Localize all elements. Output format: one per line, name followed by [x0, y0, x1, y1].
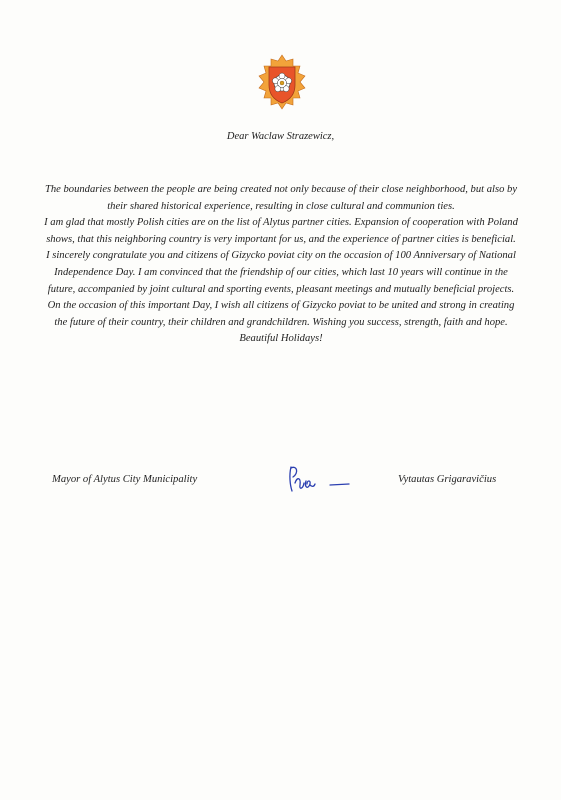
signatory-name: Vytautas Grigaravičius: [398, 474, 497, 485]
salutation: Dear Waclaw Strazewicz,: [226, 131, 335, 142]
signatory-title: Mayor of Alytus City Municipality: [52, 474, 198, 485]
letter-paragraph: I sincerely congratulate you and citizens of Gizycko poviat city on the occasion of 100 Anniversary of National Independence Day. I am convinced that the friendship of our cities, which last 10 years will continue in the future, accompanied by joint cultural and sporting events, pleasant meetings and mutually beneficial projects.: [46, 250, 516, 295]
letter-paragraph: On the occasion of this important Day, I wish all citizens of Gizycko poviat to be united and strong in creating the future of their country, their children and grandchildren. Wishing you success, strength, faith and hope. Beautiful Holidays!: [47, 300, 515, 345]
letter-body: [44, 182, 518, 348]
letter-paragraph: The boundaries between the people are being created not only because of their close neighborhood, but also by their shared historical experience, resulting in close cultural and communion ties.: [44, 184, 518, 212]
letter-paragraph: I am glad that mostly Polish cities are on the list of Alytus partner cities. Expansion of cooperation with Poland shows, that this neighboring country is very important for us, and the experience of partner cities is beneficial.: [44, 217, 518, 245]
handwritten-signature: [285, 463, 355, 497]
coat-of-arms-icon: [253, 53, 311, 111]
signature-block: [0, 471, 561, 495]
